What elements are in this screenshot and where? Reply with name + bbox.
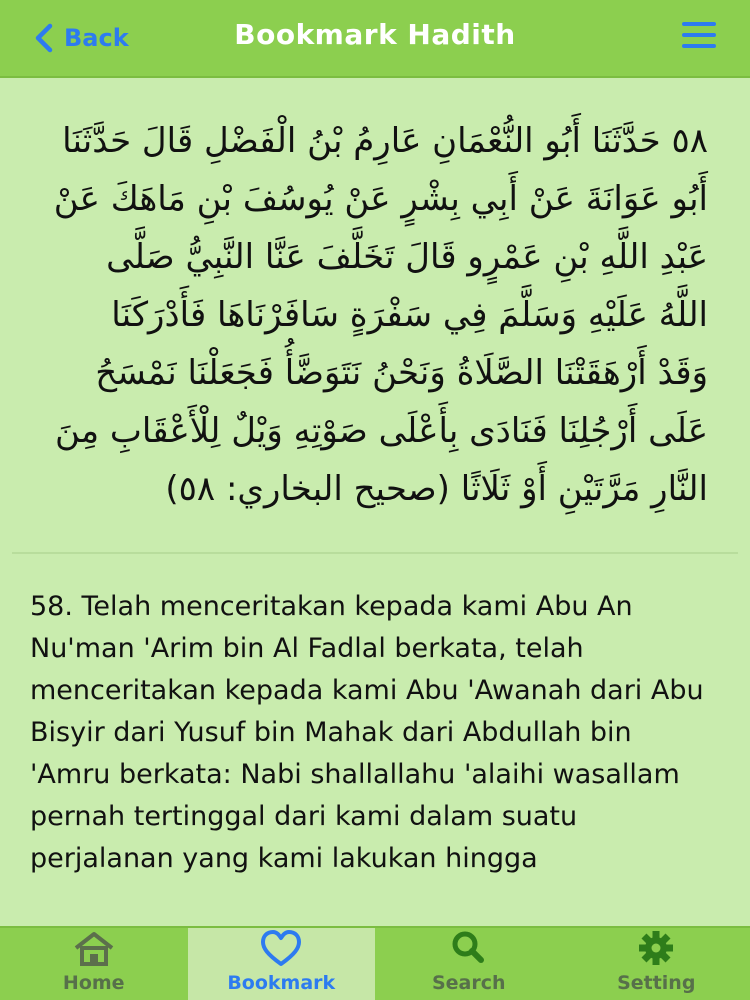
tab-bar bbox=[0, 926, 750, 1000]
tab-setting[interactable] bbox=[563, 928, 750, 1000]
tab-bookmark[interactable] bbox=[188, 928, 376, 1000]
hamburger-icon bbox=[682, 33, 716, 37]
tab-search-label: Search bbox=[431, 972, 506, 994]
hadith-arabic-text: ٥٨ حَدَّثَنَا أَبُو النُّعْمَانِ عَارِمُ بْنُ الْفَضْلِ قَالَ حَدَّثَنَا أَبُو عَوَانَةَ عَنْ أَبِي بِشْرٍ عَنْ يُوسُفَ بْنِ مَاهَكَ عَنْ عَبْدِ اللَّهِ بْنِ عَمْرٍو قَالَ تَخَلَّفَ عَنَّا النَّبِيُّ صَلَّى اللَّهُ عَلَيْهِ وَسَلَّمَ فِي سَفْرَةٍ سَافَرْنَاهَا فَأَدْرَكَنَا وَقَدْ أَرْهَقَتْنَا الصَّلَاةُ وَنَحْنُ نَتَوَضَّأُ فَجَعَلْنَا نَمْسَحُ عَلَى أَرْجُلِنَا فَنَادَى بِأَعْلَى صَوْتِهِ وَيْلٌ لِلْأَعْقَابِ مِنَ النَّارِ مَرَّتَيْنِ أَوْ ثَلَاثًا (صحيح البخاري: ٥٨) bbox=[53, 121, 708, 509]
search-icon bbox=[445, 928, 493, 970]
navigation-bar bbox=[0, 0, 750, 78]
page-title: Bookmark Hadith bbox=[234, 18, 516, 51]
menu-button[interactable] bbox=[682, 22, 716, 50]
hamburger-icon bbox=[682, 44, 716, 48]
tab-setting-label: Setting bbox=[617, 972, 696, 994]
heart-icon bbox=[257, 928, 305, 970]
gear-icon bbox=[632, 928, 680, 970]
tab-home[interactable] bbox=[0, 928, 188, 1000]
hamburger-icon bbox=[682, 22, 716, 26]
tab-home-label: Home bbox=[62, 972, 125, 994]
home-icon bbox=[70, 928, 118, 970]
tab-search[interactable] bbox=[375, 928, 563, 1000]
divider bbox=[12, 552, 738, 554]
hadith-translation: 58. Telah menceritakan kepada kami Abu An Nu'man 'Arim bin Al Fadlal berkata, telah menceritakan kepada kami Abu 'Awanah dari Abu Bisyir dari Yusuf bin Mahak dari Abdullah bin 'Amru berkata: Nabi shallallahu 'alaihi wasallam pernah tertinggal dari kami dalam suatu perjalanan yang kami lakukan hingga bbox=[30, 591, 704, 874]
arabic-text-panel bbox=[12, 84, 738, 546]
back-label: Back bbox=[64, 24, 129, 52]
tab-bookmark-label: Bookmark bbox=[227, 972, 336, 994]
